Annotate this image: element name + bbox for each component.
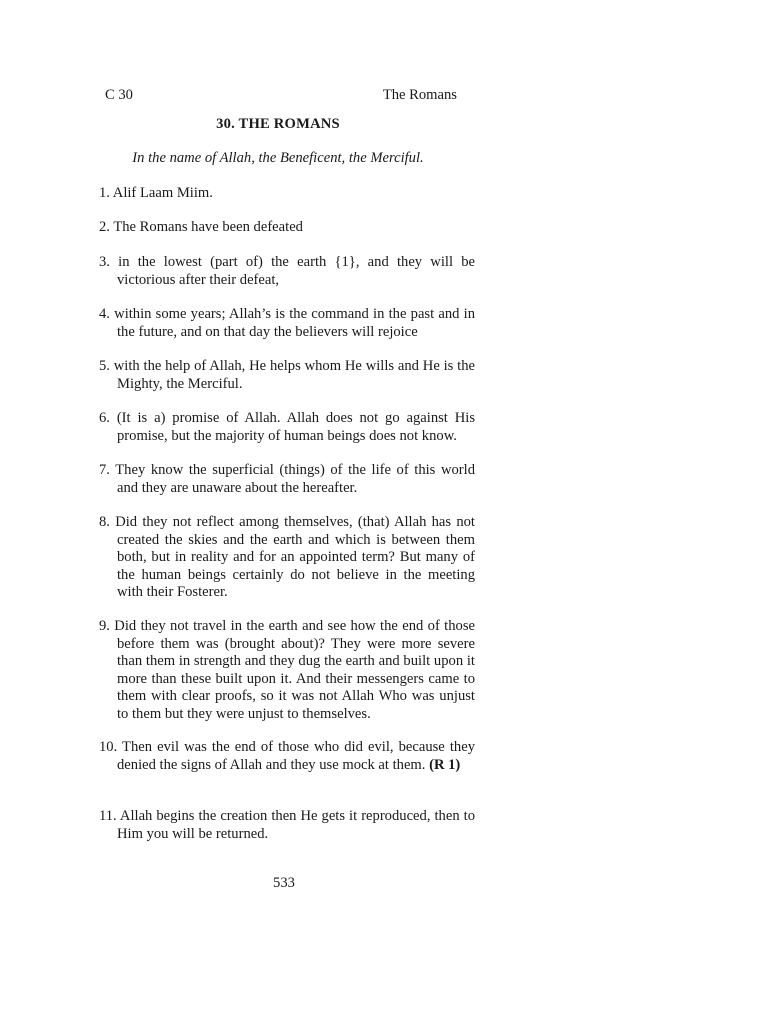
verse-3: 3. in the lowest (part of) the earth {1}, and they will be victorious after their defeat,	[99, 254, 475, 288]
page-number: 533	[273, 875, 295, 891]
verse-7: 7. They know the superficial (things) of the life of this world and they are unaware about the hereafter.	[99, 462, 475, 496]
chapter-short-title: The Romans	[382, 87, 457, 103]
chapter-code: C 30	[105, 87, 133, 103]
basmala: In the name of Allah, the Beneficent, the Merciful.	[132, 150, 424, 166]
chapter-title: 30. THE ROMANS	[216, 116, 340, 132]
verse-11: 11. Allah begins the creation then He gets it reproduced, then to Him you will be returned.	[99, 808, 475, 842]
verse-8: 8. Did they not reflect among themselves, (that) Allah has not created the skies and the earth and which is between them both, but in reality and for an appointed term? But many of the human beings certainly do not believe in the meeting with their Fosterer.	[99, 514, 475, 600]
verse-4: 4. within some years; Allah’s is the command in the past and in the future, and on that day the believers will rejoice	[99, 306, 475, 340]
running-head	[105, 87, 457, 105]
verse-10-text: 10. Then evil was the end of those who did evil, because they denied the signs of Allah and they use mock at them.	[99, 739, 475, 773]
verse-1: 1. Alif Laam Miim.	[99, 185, 213, 201]
verse-6: 6. (It is a) promise of Allah. Allah does not go against His promise, but the majority of human beings does not know.	[99, 410, 475, 444]
verse-2: 2. The Romans have been defeated	[99, 219, 303, 235]
verse-10	[99, 739, 475, 774]
verse-9: 9. Did they not travel in the earth and see how the end of those before them was (brought about)? They were more severe than them in strength and they dug the earth and built upon it more than these built upon it. And their messengers came to them with clear proofs, so it was not Allah Who was unjust to them but they were unjust to themselves.	[99, 618, 475, 722]
ruku-marker: (R 1)	[429, 756, 461, 773]
verse-5: 5. with the help of Allah, He helps whom He wills and He is the Mighty, the Merciful.	[99, 358, 475, 392]
